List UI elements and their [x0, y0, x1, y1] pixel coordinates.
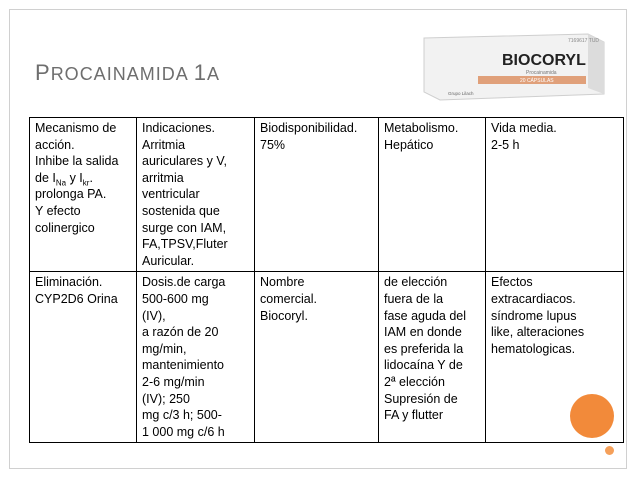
product-brand: BIOCORYL: [502, 52, 586, 69]
decorative-circle: [570, 394, 614, 438]
cell-elimination: Eliminación. CYP2D6 Orina: [30, 272, 137, 443]
product-count: 20 CÁPSULAS: [520, 78, 554, 84]
slide-title: PROCAINAMIDA 1A: [35, 60, 220, 85]
cell-mechanism: Mecanismo de acción. Inhibe la salida de $I_{Na}$ y $I_{kr}$. prolonga PA. Y efecto colinergico: [30, 118, 137, 272]
cell-brand-name: Nombre comercial. Biocoryl.: [255, 272, 379, 443]
decorative-dot: [605, 446, 614, 455]
cell-indications: Indicaciones. Arritmia auriculares y V, arritmia ventricular sostenida que surge con IAM, FA,TPSV,Fluter Auricular.: [137, 118, 255, 272]
cell-metabolism: Metabolismo. Hepático: [379, 118, 486, 272]
cell-half-life: Vida media. 2-5 h: [486, 118, 624, 272]
product-box-image: [418, 30, 608, 102]
cell-dosage: Dosis.de carga 500-600 mg (IV), a razón de 20 mg/min, mantenimiento 2-6 mg/min (IV); 250 mg c/3 h; 500- 1 000 mg c/6 h: [137, 272, 255, 443]
cell-bioavailability: Biodisponibilidad. 75%: [255, 118, 379, 272]
cell-side-effects: Efectos extracardiacos. síndrome lupus like, alteraciones hematologicas.: [486, 272, 624, 443]
drug-info-table: [29, 117, 624, 443]
product-code: 7169617 TUD: [568, 38, 600, 44]
cell-choice: de elección fuera de la fase aguda del IAM en donde es preferida la lidocaína Y de 2ª elección Supresión de FA y flutter: [379, 272, 486, 443]
table-row: [30, 272, 624, 443]
product-active: Procainamida: [526, 70, 557, 76]
table-row: [30, 118, 624, 272]
product-maker: Grupo Lilach: [448, 91, 474, 96]
